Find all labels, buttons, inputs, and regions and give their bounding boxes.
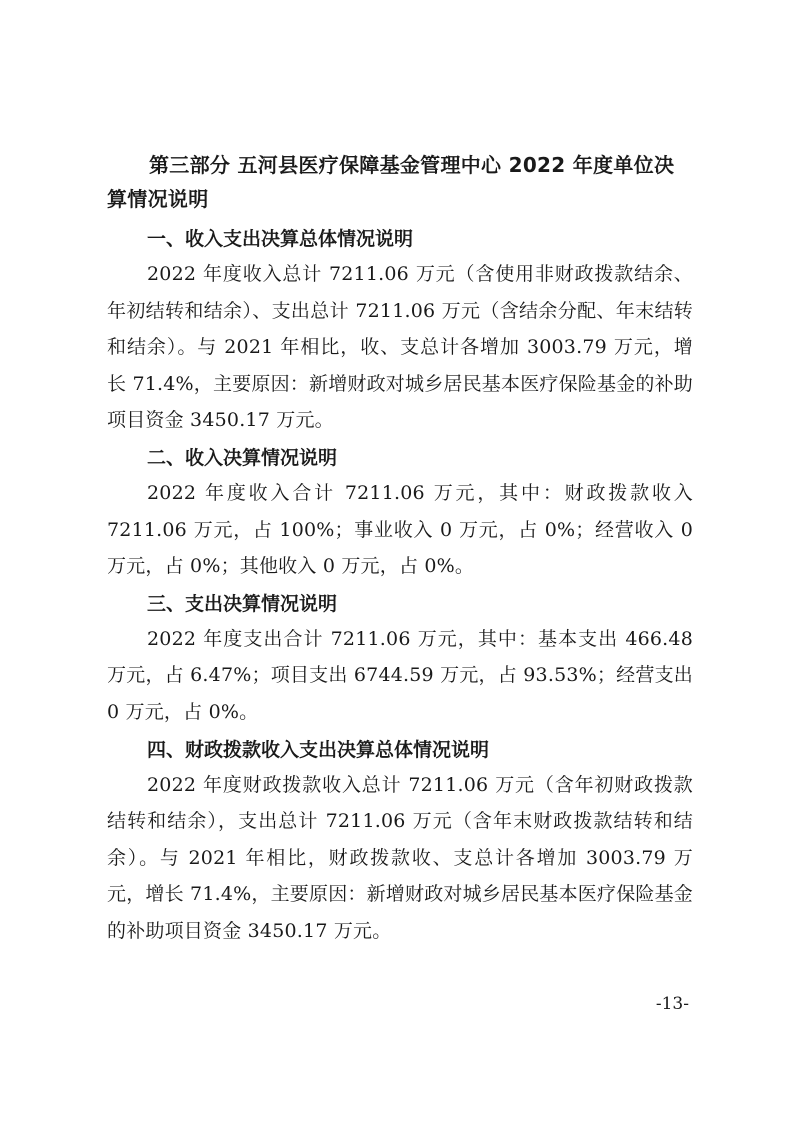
section-heading-3: 三、支出决算情况说明 xyxy=(147,592,338,615)
document-body xyxy=(107,148,693,952)
page-number: -13- xyxy=(655,994,689,1014)
document-title: 第三部分 五河县医疗保障基金管理中心 2022 年度单位决算情况说明 xyxy=(107,153,675,211)
section-heading-4: 四、财政拨款收入支出决算总体情况说明 xyxy=(147,738,490,761)
section-paragraph-3: 2022 年度支出合计 7211.06 万元，其中：基本支出 466.48 万元，占 6.47%；项目支出 6744.59 万元，占 93.53%；经营支出 0 万元，占 0%。 xyxy=(107,627,693,723)
section-paragraph-4: 2022 年度财政拨款收入总计 7211.06 万元（含年初财政拨款结转和结余），支出总计 7211.06 万元（含年末财政拨款结转和结余）。与 2021 年相比，财政拨款收、支总计各增加 3003.79 万元，增长 71.4%，主要原因：新增财政对城乡居民基本医疗保险基金的补助项目资金 3450.17 万元。 xyxy=(107,773,693,942)
section-heading-1: 一、收入支出决算总体情况说明 xyxy=(147,228,414,250)
section-paragraph-1: 2022 年度收入总计 7211.06 万元（含使用非财政拨款结余、年初结转和结余）、支出总计 7211.06 万元（含结余分配、年末结转和结余）。与 2021 年相比，收、支总计各增加 3003.79 万元，增长 71.4%，主要原因：新增财政对城乡居民基本医疗保险基金的补助项目资金 3450.17 万元。 xyxy=(107,263,693,432)
section-heading-2: 二、收入决算情况说明 xyxy=(147,446,338,469)
section-paragraph-2: 2022 年度收入合计 7211.06 万元，其中：财政拨款收入7211.06 万元，占 100%；事业收入 0 万元，占 0%；经营收入 0 万元，占 0%；其他收入 0 万元，占 0%。 xyxy=(107,481,693,578)
